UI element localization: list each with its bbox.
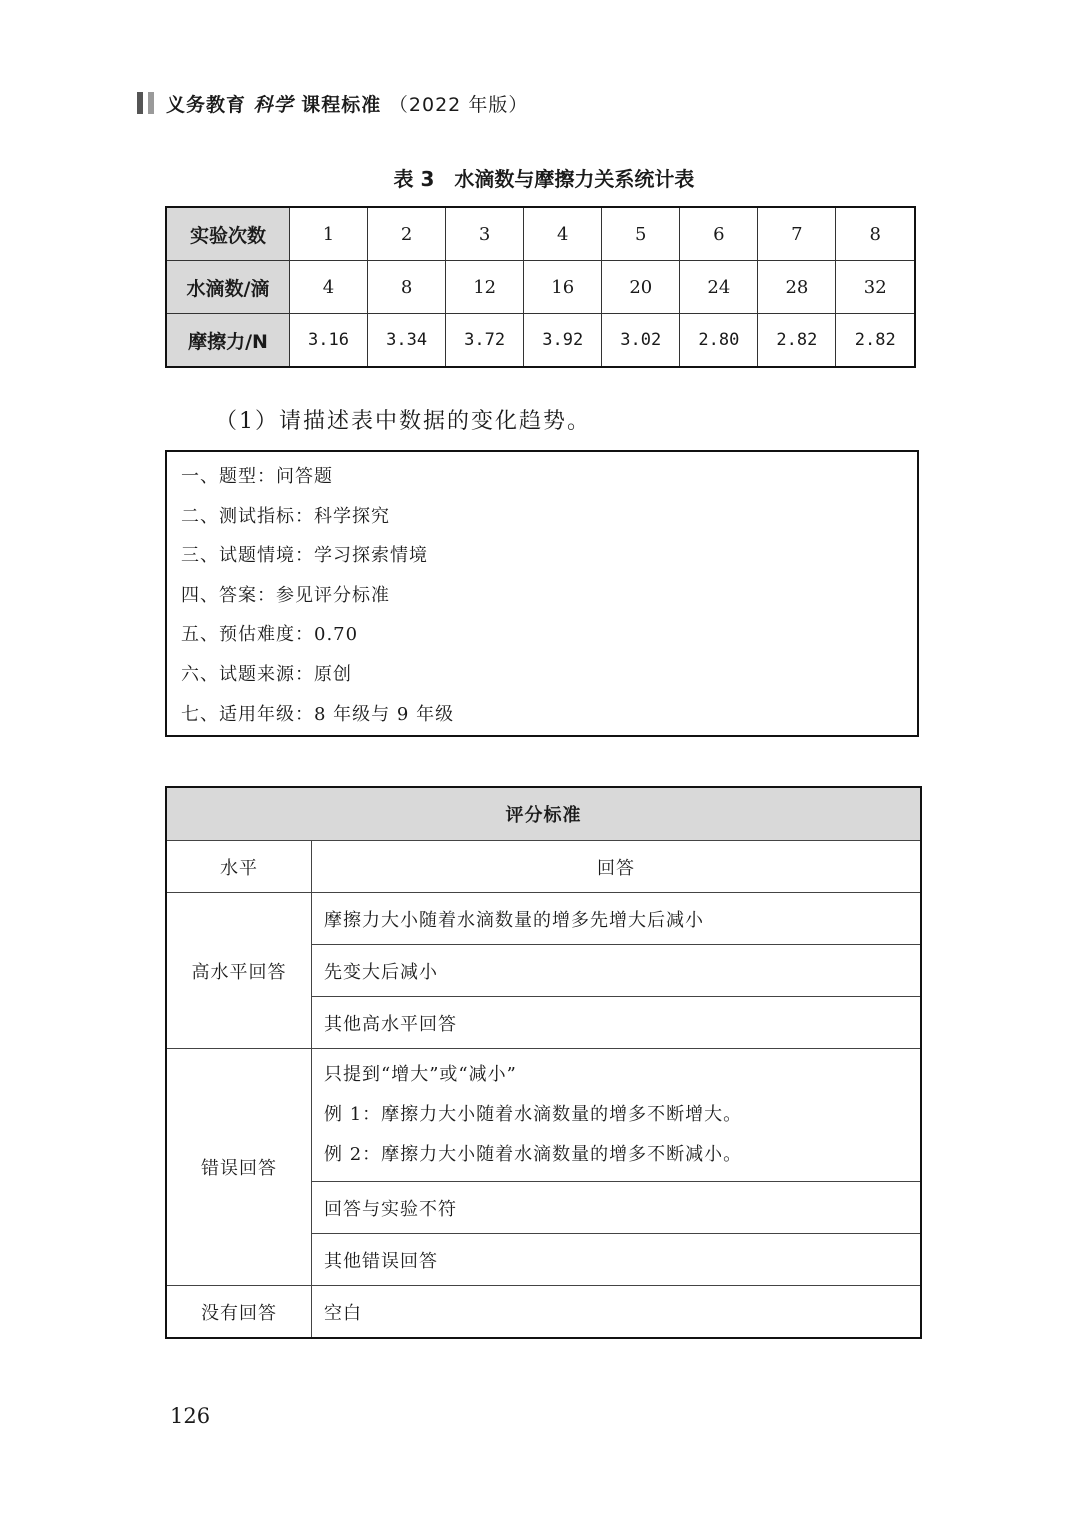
page-number: 126: [170, 1404, 211, 1428]
table-row: [166, 261, 915, 314]
answer-cell: 摩擦力大小随着水滴数量的增多先增大后减小: [312, 893, 922, 945]
table-cell: 1: [290, 207, 368, 261]
info-line: 六、试题来源：原创: [181, 663, 352, 685]
info-line: 一、题型：问答题: [181, 466, 333, 487]
column-header-level: 水平: [166, 841, 312, 893]
info-line: 二、测试指标：科学探究: [181, 505, 390, 527]
header-part4: （2022 年版）: [388, 93, 529, 116]
header-part3: 课程标准: [301, 93, 382, 116]
table-cell: 4: [290, 261, 368, 314]
question-text: （1）请描述表中数据的变化趋势。: [215, 409, 591, 434]
table-cell: 3.34: [368, 314, 446, 368]
table-cell: 3.72: [446, 314, 524, 368]
info-line: 五、预估难度：0.70: [181, 624, 359, 646]
table-cell: 2.82: [758, 314, 836, 368]
level-wrong: 错误回答: [166, 1049, 312, 1286]
table-cell: 24: [680, 261, 758, 314]
data-table: [165, 206, 916, 368]
table-cell: 6: [680, 207, 758, 261]
answer-cell: 先变大后减小: [312, 945, 922, 997]
table-row: [166, 1286, 921, 1339]
table-cell: 12: [446, 261, 524, 314]
answer-cell: 空白: [312, 1286, 922, 1339]
row-header: 实验次数: [166, 207, 290, 261]
answer-cell: 回答与实验不符: [312, 1182, 922, 1234]
table-cell: 28: [758, 261, 836, 314]
table-cell: 16: [524, 261, 602, 314]
table-cell: 3.92: [524, 314, 602, 368]
table-cell: 20: [602, 261, 680, 314]
answer-line: 例 2：摩擦力大小随着水滴数量的增多不断减小。: [324, 1144, 743, 1165]
item-info-box: [165, 450, 919, 737]
table-row: [166, 893, 921, 945]
header-title: [166, 90, 528, 117]
header-bars-icon: [137, 92, 154, 114]
table-cell: 7: [758, 207, 836, 261]
info-line: 四、答案：参见评分标准: [181, 584, 390, 606]
table-row: [166, 841, 921, 893]
scoring-rubric-table: [165, 786, 922, 1339]
table-cell: 5: [602, 207, 680, 261]
table-caption: 表 3 水滴数与摩擦力关系统计表: [393, 167, 695, 191]
table-row: [166, 1049, 921, 1182]
table-cell: 2.80: [680, 314, 758, 368]
table-cell: 3.02: [602, 314, 680, 368]
header-part2: 科学: [253, 93, 294, 116]
table-cell: 2: [368, 207, 446, 261]
answer-line: 例 1：摩擦力大小随着水滴数量的增多不断增大。: [324, 1104, 743, 1125]
level-none: 没有回答: [166, 1286, 312, 1339]
table-cell: 4: [524, 207, 602, 261]
info-line: 三、试题情境：学习探索情境: [181, 545, 428, 567]
info-line: 七、适用年级：8 年级与 9 年级: [181, 703, 455, 725]
level-high: 高水平回答: [166, 893, 312, 1049]
answer-cell-multi: [312, 1049, 922, 1182]
table-row: [166, 207, 915, 261]
row-header: 水滴数/滴: [166, 261, 290, 314]
answer-line: 只提到“增大”或“减小”: [324, 1064, 517, 1085]
table-cell: 32: [836, 261, 915, 314]
running-header: [137, 88, 528, 118]
table-cell: 2.82: [836, 314, 915, 368]
column-header-answer: 回答: [312, 841, 922, 893]
rubric-title: 评分标准: [166, 787, 921, 841]
table-cell: 3: [446, 207, 524, 261]
table-row: [166, 787, 921, 841]
answer-cell: 其他高水平回答: [312, 997, 922, 1049]
header-part1: 义务教育: [166, 93, 247, 116]
table-cell: 3.16: [290, 314, 368, 368]
table-row: [166, 314, 915, 368]
table-cell: 8: [836, 207, 915, 261]
answer-cell: 其他错误回答: [312, 1234, 922, 1286]
table-cell: 8: [368, 261, 446, 314]
row-header: 摩擦力/N: [166, 314, 290, 368]
